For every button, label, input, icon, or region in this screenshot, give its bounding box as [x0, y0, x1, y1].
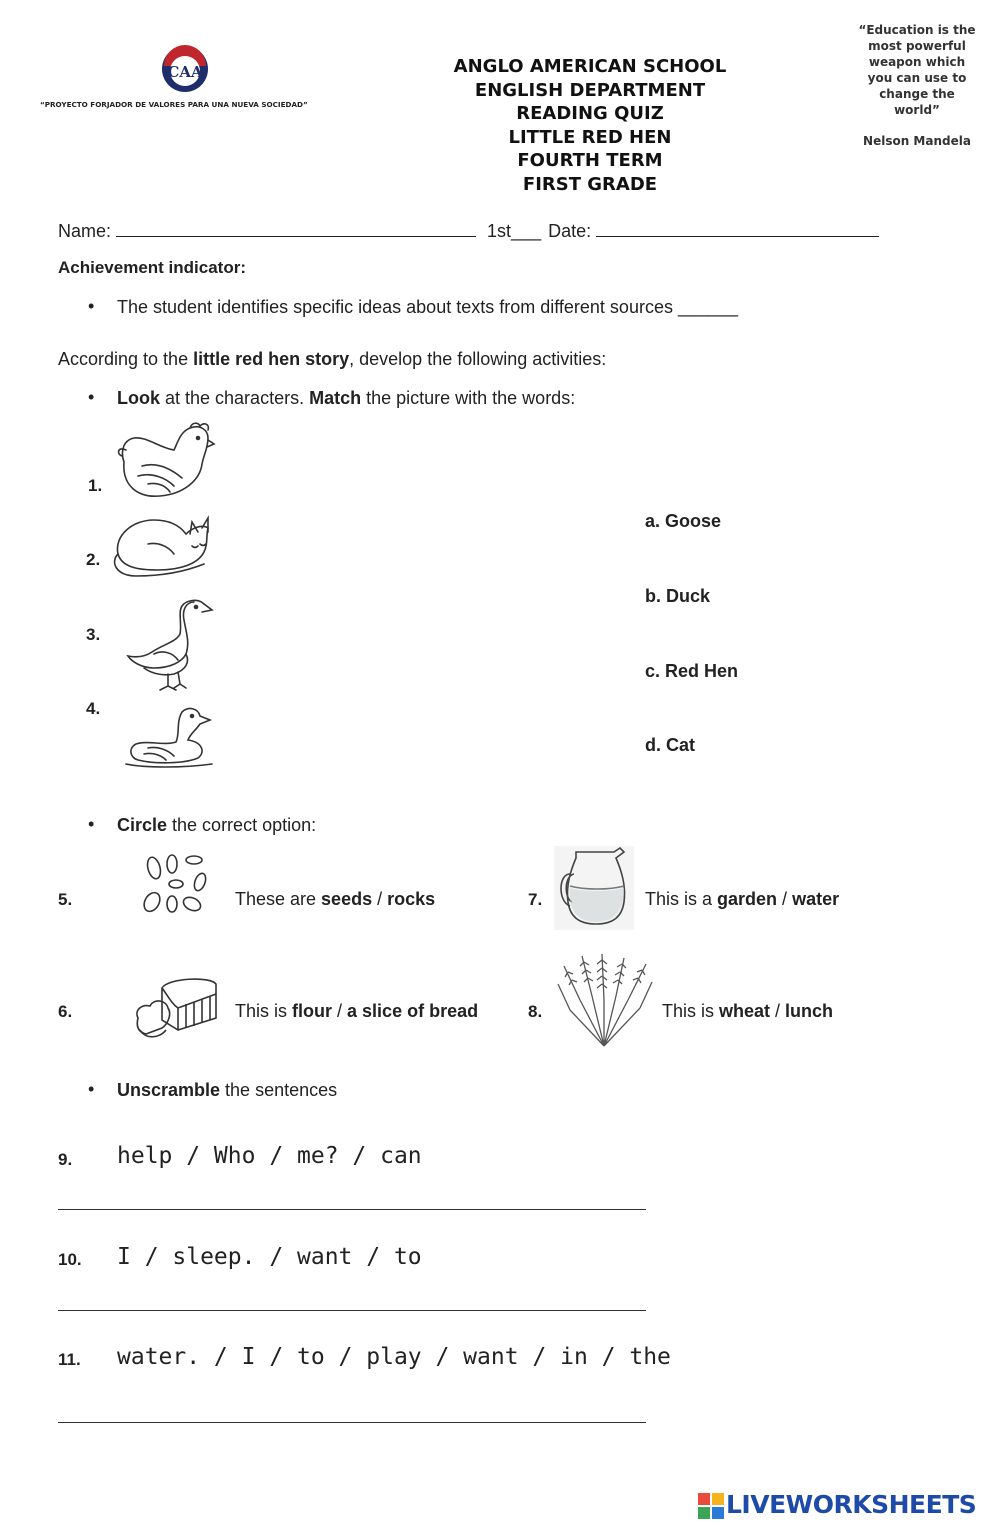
option-a[interactable]: flour: [292, 1001, 333, 1021]
match-number: 3.: [86, 625, 101, 644]
intro-prefix: According to the: [58, 349, 194, 369]
water-jug-icon: [554, 846, 634, 930]
option-b[interactable]: lunch: [785, 1001, 834, 1021]
wheat-icon: [556, 950, 654, 1048]
grade-field[interactable]: 1st___: [487, 221, 542, 241]
circle-question: [645, 889, 839, 910]
match-instruction: [117, 388, 575, 409]
option-separator: /: [372, 889, 388, 909]
question-text: These are: [235, 889, 322, 909]
question-number: 9.: [58, 1150, 73, 1169]
scrambled-words: I / sleep. / want / to: [117, 1244, 422, 1270]
option-b[interactable]: water: [792, 889, 840, 909]
question-number: 5.: [58, 890, 73, 909]
question-text: This is: [662, 1001, 720, 1021]
duck-icon[interactable]: [124, 704, 216, 770]
question-number: 6.: [58, 1002, 73, 1021]
brand-tiles-icon: [698, 1493, 724, 1519]
scrambled-words: help / Who / me? / can: [117, 1143, 422, 1169]
match-text-1: at the characters.: [160, 388, 310, 408]
circle-question: [235, 889, 435, 910]
question-number: 10.: [58, 1250, 82, 1269]
question-number: 7.: [528, 890, 543, 909]
question-number: 8.: [528, 1002, 543, 1021]
hen-icon[interactable]: [112, 420, 217, 500]
unscramble-instruction: [117, 1080, 337, 1101]
brand-name: LIVEWORKSHEETS: [726, 1490, 977, 1519]
cat-icon[interactable]: [108, 514, 213, 580]
circle-question: [235, 1001, 478, 1022]
match-option[interactable]: b. Duck: [645, 586, 711, 606]
answer-line[interactable]: [58, 1422, 646, 1423]
name-field[interactable]: [116, 220, 476, 237]
answer-line[interactable]: [58, 1209, 646, 1210]
name-date-line: [58, 220, 879, 242]
quote-box: [858, 22, 976, 149]
option-separator: /: [777, 889, 793, 909]
circle-word: Circle: [117, 815, 168, 835]
match-number: 4.: [86, 699, 101, 718]
quote-author: Nelson Mandela: [863, 134, 971, 148]
option-separator: /: [770, 1001, 786, 1021]
date-label: Date:: [548, 221, 592, 241]
circle-question: [662, 1001, 833, 1022]
match-option[interactable]: a. Goose: [645, 511, 722, 531]
intro-line: [58, 349, 606, 370]
option-b[interactable]: a slice of bread: [347, 1001, 479, 1021]
circle-instruction: [117, 815, 316, 836]
page-header: [380, 55, 800, 197]
match-word: Match: [309, 388, 362, 408]
achievement-item: The student identifies specific ideas about texts from different sources ______: [117, 297, 739, 317]
look-word: Look: [117, 388, 160, 408]
seeds-icon: [138, 852, 210, 918]
name-label: Name:: [58, 221, 112, 241]
school-logo: [160, 44, 210, 94]
unscramble-text: the sentences: [220, 1080, 338, 1100]
match-number: 2.: [86, 550, 101, 569]
option-a[interactable]: wheat: [719, 1001, 771, 1021]
quote-text: “Education is the most powerful weapon which you can use to change the world”: [858, 23, 976, 117]
match-option[interactable]: c. Red Hen: [645, 661, 739, 681]
goose-icon[interactable]: [124, 598, 216, 693]
term-label: FOURTH TERM: [517, 150, 663, 172]
department-name: ENGLISH DEPARTMENT: [474, 79, 706, 101]
match-number: 1.: [88, 476, 103, 495]
logo-text: CAA: [167, 63, 203, 81]
bullet-icon: •: [88, 387, 95, 407]
school-logo-emblem: [160, 44, 210, 94]
achievement-title: Achievement indicator:: [58, 258, 246, 277]
date-field[interactable]: [596, 220, 879, 237]
option-b[interactable]: rocks: [387, 889, 436, 909]
question-text: This is a: [645, 889, 718, 909]
school-name: ANGLO AMERICAN SCHOOL: [453, 56, 727, 77]
option-separator: /: [332, 1001, 348, 1021]
story-title: LITTLE RED HEN: [508, 126, 672, 148]
unscramble-word: Unscramble: [117, 1080, 221, 1100]
circle-text: the correct option:: [167, 815, 317, 835]
liveworksheets-logo[interactable]: [698, 1490, 994, 1520]
question-number: 11.: [58, 1350, 81, 1369]
quiz-title: READING QUIZ: [516, 103, 664, 125]
answer-line[interactable]: [58, 1310, 646, 1311]
logo-motto: “PROYECTO FORJADOR DE VALORES PARA UNA NUEVA SOCIEDAD”: [40, 100, 308, 109]
grade-label: FIRST GRADE: [522, 173, 658, 195]
match-text-2: the picture with the words:: [361, 388, 576, 408]
option-a[interactable]: garden: [717, 889, 778, 909]
bullet-icon: •: [88, 814, 95, 834]
match-option[interactable]: d. Cat: [645, 735, 696, 755]
intro-suffix: , develop the following activities:: [349, 349, 607, 369]
intro-bold: little red hen story: [193, 349, 350, 369]
option-a[interactable]: seeds: [321, 889, 373, 909]
bread-icon: [132, 974, 222, 1044]
scrambled-words: water. / I / to / play / want / in / the: [117, 1344, 671, 1370]
question-text: This is: [235, 1001, 293, 1021]
bullet-icon: •: [88, 1079, 95, 1099]
bullet-icon: •: [88, 296, 95, 316]
